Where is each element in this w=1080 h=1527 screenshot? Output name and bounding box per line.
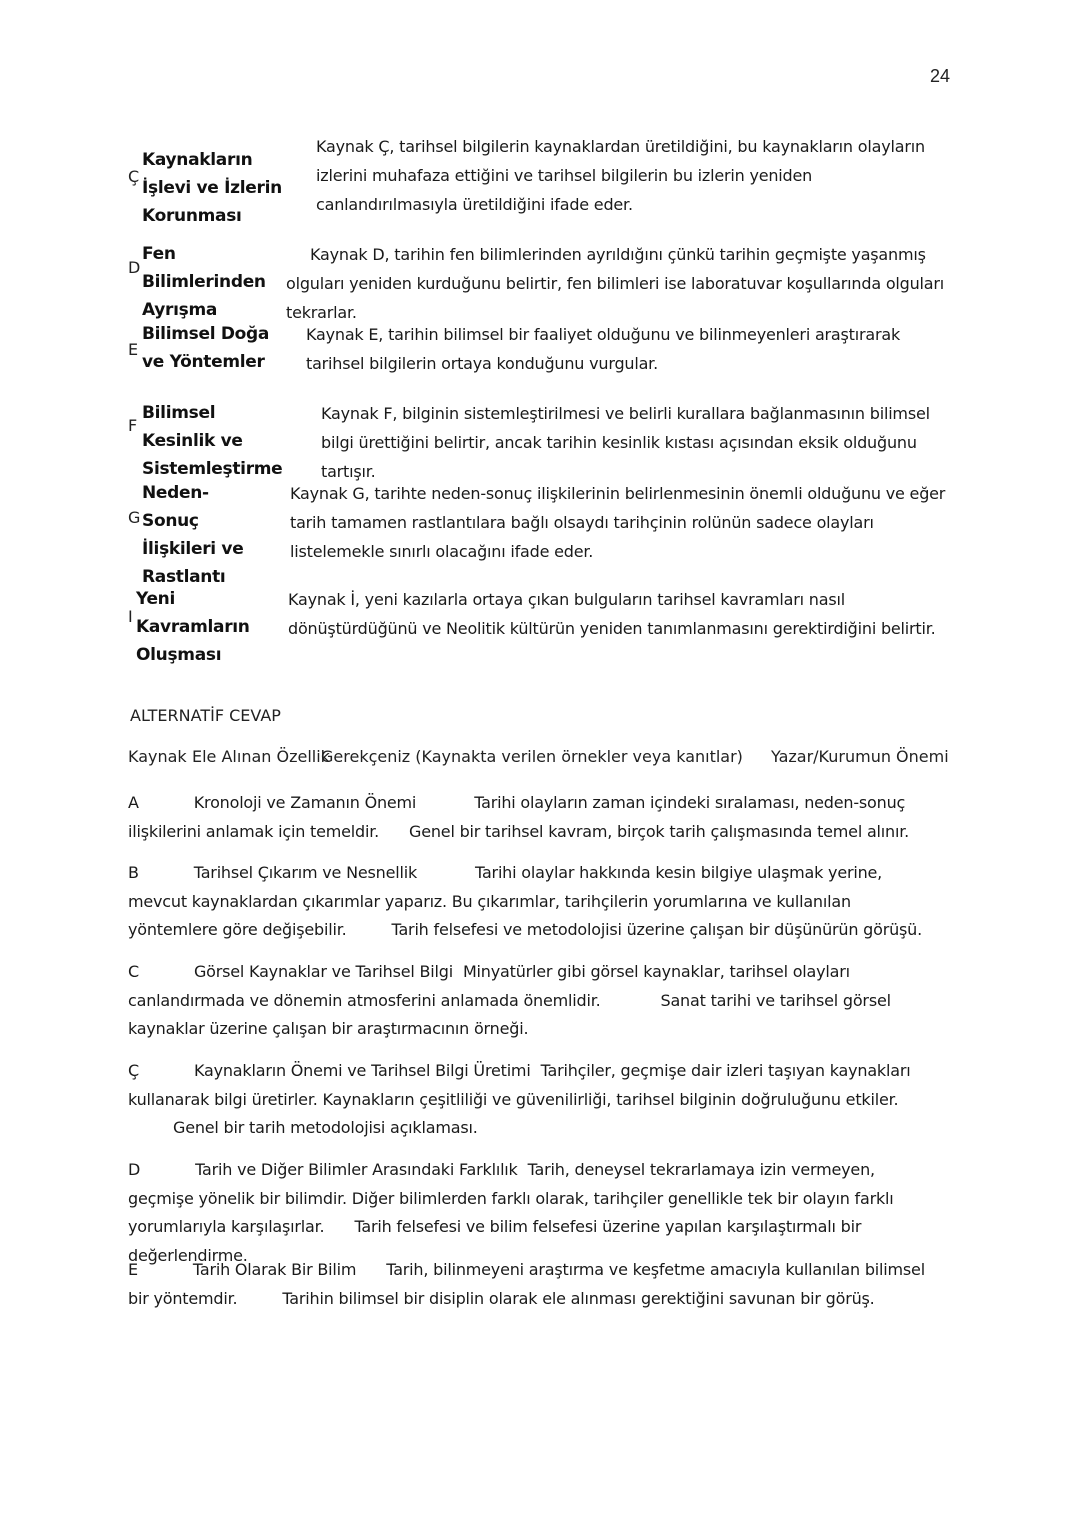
entry-feature: Kronoloji ve Zamanın Önemi [193,793,417,812]
entry-feature: Tarihsel Çıkarım ve Nesnellik [193,863,418,882]
entry-reason: Tarihi olaylar hakkında kesin bilgiye ulaşmak yerine, mevcut kaynaklardan çıkarımlar yaparız. Bu çıkarımlar, tarihçilerin yorumlarına ve kullanılan yöntemlere göre değişebilir. [128,863,887,939]
source-letter: D [128,258,141,277]
entry-importance: Sanat tarihi ve tarihsel görsel kaynaklar üzerine çalışan bir araştırmacının örneği. [128,990,896,1038]
entry-reason: Tarih, bilinmeyeni araştırma ve keşfetme amacıyla kullanılan bilimsel bir yöntemdir. [128,1260,930,1308]
page-number: 24 [930,66,951,86]
source-title: Yeni Kavramların Oluşması [136,589,250,665]
entry-importance: Genel bir tarih metodolojisi açıklaması. [173,1118,478,1137]
source-description: Kaynak Ç, tarihsel bilgilerin kaynaklardan üretildiğini, bu kaynakların olayların izlerini muhafaza ettiğini ve tarihsel bilgilerin bu izlerin yeniden canlandırılmasıyla üretildiğini ifade eder. [316,137,925,214]
entry-importance: Tarih felsefesi ve metodolojisi üzerine çalışan bir düşünürün görüşü. [391,920,923,939]
entry-letter: B [128,863,139,882]
source-description: Kaynak E, tarihin bilimsel bir faaliyet olduğunu ve bilinmeyenleri araştırarak tarihsel bilgilerin ortaya konduğunu vurgular. [306,325,901,373]
entry-importance: Genel bir tarihsel kavram, birçok tarih çalışmasında temel alınır. [409,821,910,841]
entry-reason: Tarihi olayların zaman içindeki sıralaması, neden-sonuç ilişkilerini anlamak için temeldir. [128,793,911,841]
entry-letter: Ç [128,1061,139,1080]
column-header: Kaynak [128,747,187,766]
source-title: Kaynakların İşlevi ve İzlerin Korunması [142,150,282,226]
entry-importance: Tarih felsefesi ve bilim felsefesi üzerine yapılan karşılaştırmalı bir değerlendirme. [128,1217,867,1265]
alternative-entry-a [128,789,943,846]
source-title: Bilimsel Kesinlik ve Sistemleştirme [142,403,283,479]
entry-importance: Tarihin bilimsel bir disiplin olarak ele alınması gerektiğini savunan bir görüş. [282,1288,875,1308]
source-description: Kaynak İ, yeni kazılarla ortaya çıkan bulguların tarihsel kavramları nasıl dönüştürdüğünü ve Neolitik kültürün yeniden tanımlanmasını gerektirdiğini belirtir. [288,590,936,638]
entry-reason: Tarihçiler, geçmişe dair izleri taşıyan kaynakları kullanarak bilgi üretirler. Kaynakların çeşitliliği ve güvenilirliği, tarihsel bilginin doğruluğunu etkiler. [128,1061,916,1109]
source-letter: G [128,508,141,527]
source-letter: E [128,340,139,359]
entry-feature: Kaynakların Önemi ve Tarihsel Bilgi Üretimi [193,1061,531,1080]
source-letter: I [128,607,133,626]
alternative-entry-e [128,1256,943,1313]
entry-letter: D [128,1160,141,1179]
alternative-entry-c-cedilla [128,1057,943,1143]
source-title: Bilimsel Doğa ve Yöntemler [142,324,270,372]
column-header: Gerekçeniz (Kaynakta verilen örnekler veya kanıtlar) [321,747,743,766]
entry-feature: Tarih Olarak Bir Bilim [192,1260,357,1279]
entry-feature: Tarih ve Diğer Bilimler Arasındaki Farklılık [195,1160,518,1179]
source-description: Kaynak G, tarihte neden-sonuç ilişkilerinin belirlenmesinin önemli olduğunu ve eğer tarih tamamen rastlantılara bağlı olsaydı tarihçinin rolünün sadece olayları listelemekle sınırlı olacağını ifade eder. [290,484,946,561]
source-description: Kaynak F, bilginin sistemleştirilmesi ve belirli kurallara bağlanmasının bilimsel bilgi ürettiğini belirtir, ancak tarihin kesinlik kıstası açısından eksik olduğunu tartışır. [321,404,930,481]
source-title: Neden-Sonuç İlişkileri ve Rastlantı [142,483,244,587]
alternative-entry-d [128,1156,943,1270]
entry-letter: E [128,1260,138,1279]
alternative-heading: ALTERNATİF CEVAP [130,706,281,725]
column-header: Yazar/Kurumun Önemi [771,747,949,766]
source-description: Kaynak D, tarihin fen bilimlerinden ayrıldığını çünkü tarihin geçmişte yaşanmış olguları yeniden kurduğunu belirtir, fen bilimleri ise laboratuvar koşullarında olguları tekrarlar. [286,245,945,322]
source-letter: F [128,416,138,435]
entry-reason: Minyatürler gibi görsel kaynaklar, tarihsel olayları canlandırmada ve dönemin atmosferini anlamada önemlidir. [128,962,855,1010]
alternative-entry-c [128,958,943,1044]
entry-reason: Tarih, deneysel tekrarlamaya izin vermeyen, geçmişe yönelik bir bilimdir. Diğer bilimlerden farklı olarak, tarihçiler genellikle tek bir olayın farklı yorumlarıyla karşılaşırlar. [128,1160,899,1236]
alternative-entry-b [128,859,943,945]
entry-letter: C [128,962,139,981]
source-title: Fen Bilimlerinden Ayrışma [142,244,266,320]
column-header: Ele Alınan Özellik [192,747,330,766]
source-letter: Ç [128,167,140,186]
entry-feature: Görsel Kaynaklar ve Tarihsel Bilgi [193,962,453,981]
entry-letter: A [128,793,139,812]
